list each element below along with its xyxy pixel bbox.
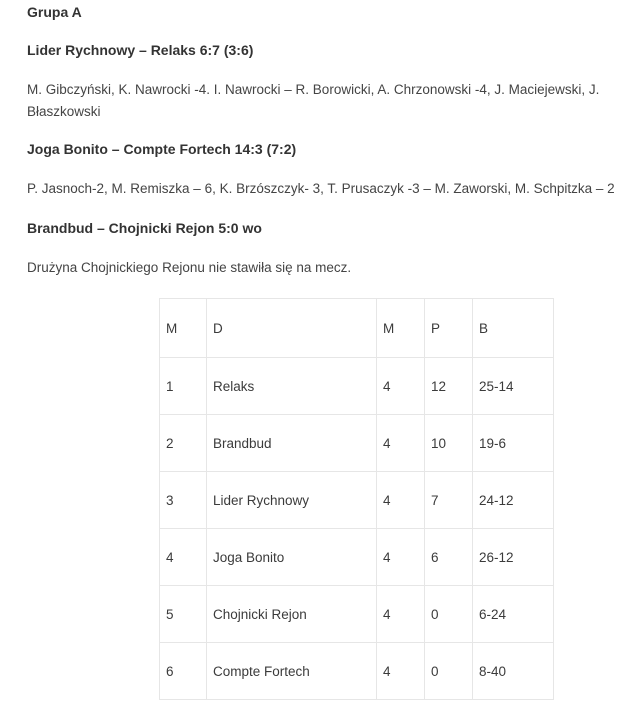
match-note: Drużyna Chojnickiego Rejonu nie stawiła się na mecz. bbox=[27, 260, 352, 275]
cell-points: 0 bbox=[425, 586, 473, 643]
cell-team: Joga Bonito bbox=[207, 529, 377, 586]
cell-goals: 6-24 bbox=[473, 586, 554, 643]
cell-points: 0 bbox=[425, 643, 473, 700]
cell-team: Relaks bbox=[207, 358, 377, 415]
cell-position: 6 bbox=[160, 643, 207, 700]
standings-table bbox=[159, 298, 554, 700]
match-scorers: M. Gibczyński, K. Nawrocki -4. I. Nawrocki – R. Borowicki, A. Chrzonowski -4, J. Maciejewski, J. Błaszkowski bbox=[27, 82, 600, 119]
section-title: Grupa A bbox=[27, 4, 82, 20]
table-header-row bbox=[160, 299, 554, 358]
header-cell-matches: M bbox=[377, 299, 425, 358]
cell-matches: 4 bbox=[377, 472, 425, 529]
cell-goals: 25-14 bbox=[473, 358, 554, 415]
cell-goals: 24-12 bbox=[473, 472, 554, 529]
cell-team: Chojnicki Rejon bbox=[207, 586, 377, 643]
cell-team: Brandbud bbox=[207, 415, 377, 472]
table-row bbox=[160, 643, 554, 700]
cell-goals: 8-40 bbox=[473, 643, 554, 700]
header-cell-goals: B bbox=[473, 299, 554, 358]
table-row bbox=[160, 358, 554, 415]
cell-goals: 26-12 bbox=[473, 529, 554, 586]
cell-matches: 4 bbox=[377, 358, 425, 415]
cell-position: 1 bbox=[160, 358, 207, 415]
cell-matches: 4 bbox=[377, 529, 425, 586]
table-row bbox=[160, 472, 554, 529]
cell-team: Compte Fortech bbox=[207, 643, 377, 700]
cell-points: 10 bbox=[425, 415, 473, 472]
table-row bbox=[160, 529, 554, 586]
header-cell-team: D bbox=[207, 299, 377, 358]
match-title: Brandbud – Chojnicki Rejon 5:0 wo bbox=[27, 220, 262, 236]
cell-matches: 4 bbox=[377, 643, 425, 700]
header-cell-points: P bbox=[425, 299, 473, 358]
cell-position: 5 bbox=[160, 586, 207, 643]
cell-position: 4 bbox=[160, 529, 207, 586]
header-cell-position: M bbox=[160, 299, 207, 358]
table-row bbox=[160, 586, 554, 643]
cell-matches: 4 bbox=[377, 415, 425, 472]
cell-position: 3 bbox=[160, 472, 207, 529]
cell-points: 12 bbox=[425, 358, 473, 415]
match-scorers: P. Jasnoch-2, M. Remiszka – 6, K. Brzószczyk- 3, T. Prusaczyk -3 – M. Zaworski, M. Schpitzka – 2 bbox=[27, 181, 615, 196]
cell-position: 2 bbox=[160, 415, 207, 472]
match-title: Lider Rychnowy – Relaks 6:7 (3:6) bbox=[27, 42, 254, 58]
cell-goals: 19-6 bbox=[473, 415, 554, 472]
table-row bbox=[160, 415, 554, 472]
match-title: Joga Bonito – Compte Fortech 14:3 (7:2) bbox=[27, 141, 297, 157]
cell-points: 7 bbox=[425, 472, 473, 529]
cell-points: 6 bbox=[425, 529, 473, 586]
cell-matches: 4 bbox=[377, 586, 425, 643]
cell-team: Lider Rychnowy bbox=[207, 472, 377, 529]
